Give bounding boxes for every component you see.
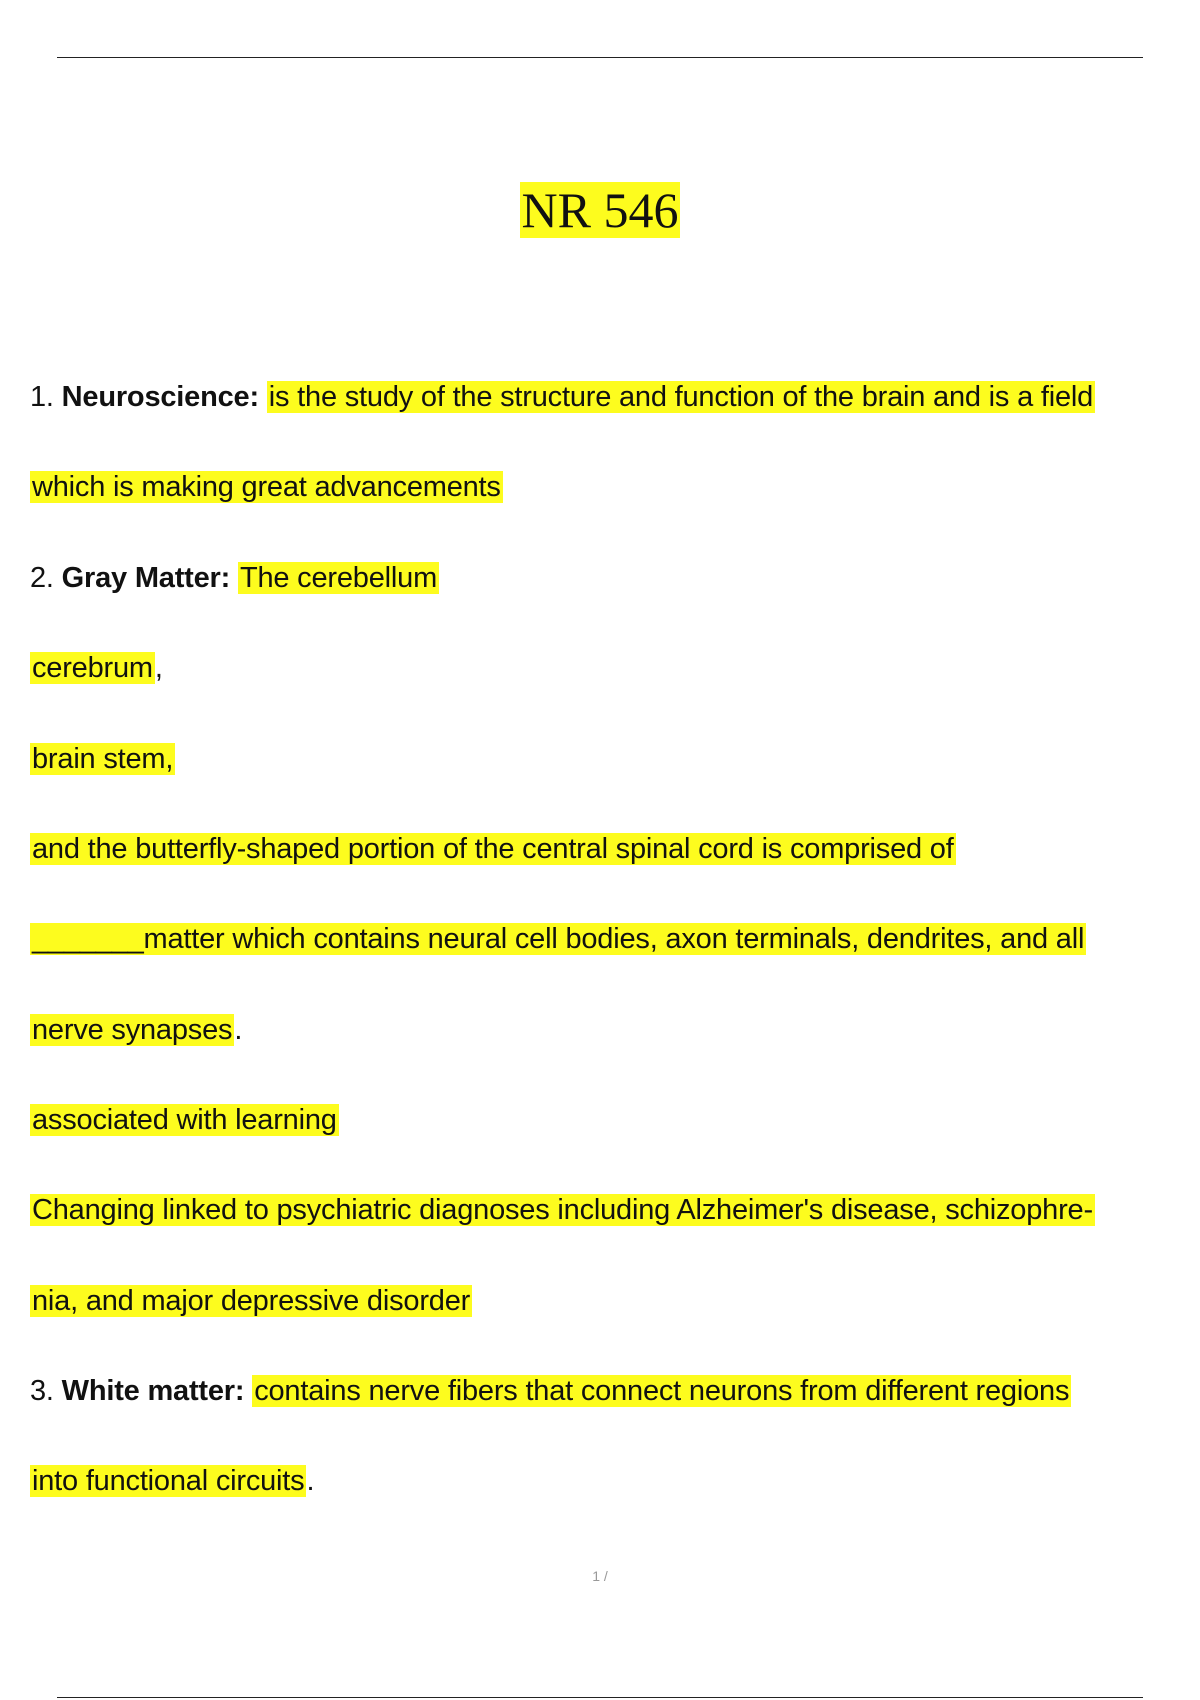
top-rule (57, 57, 1143, 58)
item-term: Gray Matter: (61, 562, 231, 594)
trailing-punct: , (154, 652, 163, 684)
item-1-line-1 (30, 378, 1095, 416)
item-definition: _______matter which contains neural cell bodies, axon terminals, dendrites, and all (32, 923, 1085, 955)
item-2-line-2 (30, 649, 163, 687)
item-definition: nerve synapses (32, 1014, 233, 1046)
item-number: 3. (30, 1375, 54, 1407)
item-definition: Changing linked to psychiatric diagnoses including Alzheimer's disease, schizophre- (32, 1194, 1093, 1226)
item-2-line-6 (30, 1011, 242, 1049)
item-3-line-1 (30, 1372, 1071, 1410)
item-definition: contains nerve fibers that connect neurons from different regions (254, 1375, 1070, 1407)
item-2-line-5 (30, 920, 1086, 958)
item-2-line-9 (30, 1282, 472, 1320)
item-definition: into functional circuits (32, 1465, 305, 1497)
item-2-line-3 (30, 740, 175, 778)
trailing-punct: . (306, 1465, 315, 1497)
item-2-line-4 (30, 830, 956, 868)
page-number: 1 / (592, 1568, 608, 1584)
item-definition: is the study of the structure and function of the brain and is a field (268, 381, 1094, 413)
item-2-line-1 (30, 559, 439, 597)
item-1-line-2 (30, 468, 503, 506)
item-number: 2. (30, 562, 54, 594)
item-2-line-8 (30, 1191, 1095, 1229)
item-definition: and the butterfly-shaped portion of the central spinal cord is comprised of (32, 833, 954, 865)
item-definition: cerebrum (32, 652, 153, 684)
bottom-rule (57, 1697, 1143, 1698)
item-definition: The cerebellum (239, 562, 438, 594)
item-definition: which is making great advancements (32, 471, 501, 503)
item-2-line-7 (30, 1101, 339, 1139)
item-3-line-2 (30, 1462, 314, 1500)
page-title (0, 177, 1200, 243)
trailing-punct: . (234, 1014, 243, 1046)
item-definition: nia, and major depressive disorder (32, 1285, 471, 1317)
item-term: Neuroscience: (61, 381, 259, 413)
item-definition: brain stem, (32, 743, 174, 775)
item-term: White matter: (61, 1375, 245, 1407)
title-text: NR 546 (521, 182, 679, 238)
item-number: 1. (30, 381, 54, 413)
item-definition: associated with learning (32, 1104, 337, 1136)
